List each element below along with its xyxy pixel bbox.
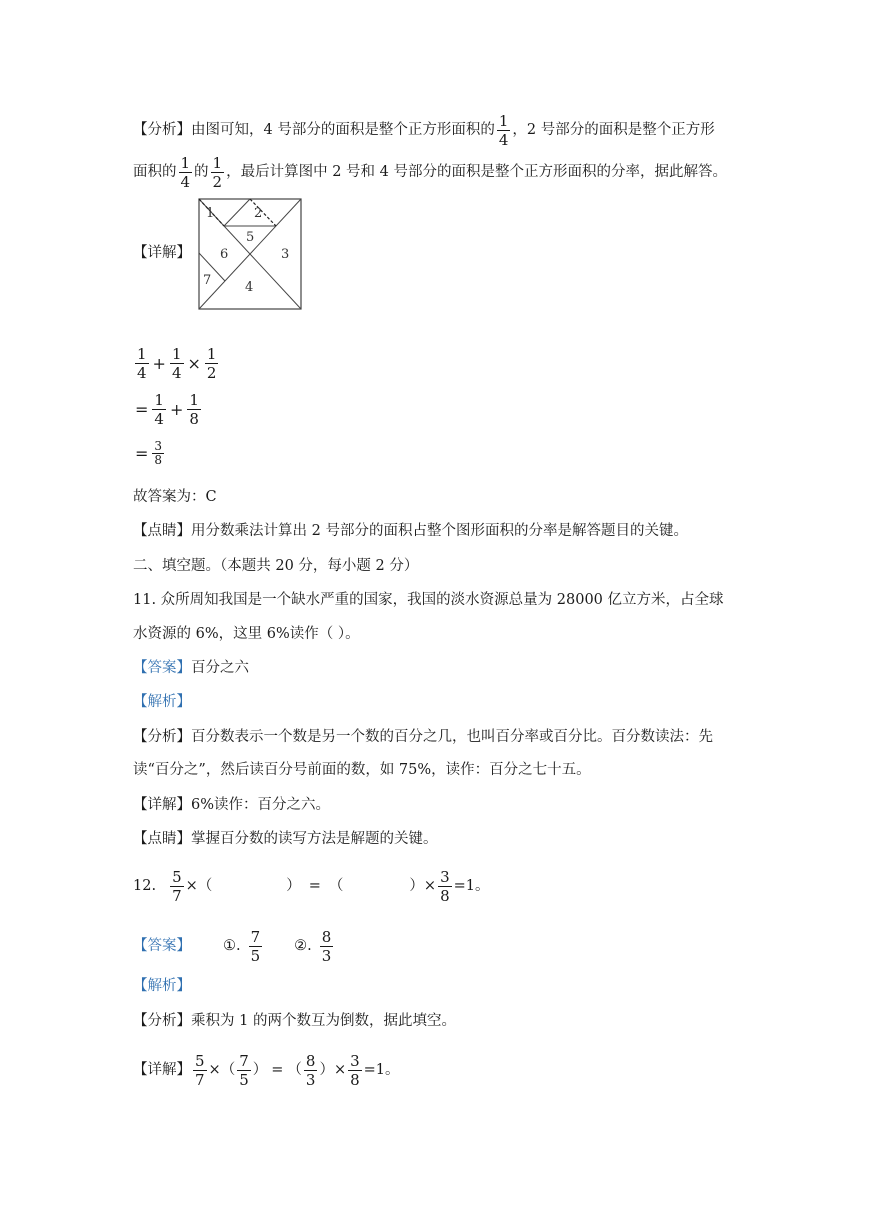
equals-sign: = — [135, 400, 149, 419]
blank-open: （ — [220, 1062, 236, 1078]
fraction-one-quarter: $\frac{1}{4}$ — [154, 391, 164, 428]
blank-close: ） — [319, 1062, 334, 1078]
answer-label: 【答案】 — [133, 660, 191, 676]
figure-label-3: 3 — [281, 247, 290, 262]
fraction-one-quarter: $\frac{1}{4}$ — [171, 345, 182, 382]
fraction-one-half: $\frac{1}{2}$ — [206, 345, 217, 382]
answer-line: 故答案为：C — [133, 489, 217, 505]
fraction-three-eighths: $\frac{3}{8}$ — [154, 439, 163, 467]
analysis-text: 的 — [194, 164, 209, 180]
q11-line-1: 11. 众所周知我国是一个缺水严重的国家，我国的淡水资源总量为 28000 亿立方米，占全球 — [133, 592, 724, 608]
comment-label: 【点睛】 — [133, 831, 191, 847]
detail-label: 【详解】 — [133, 245, 191, 261]
blank-open: （ — [287, 1062, 302, 1078]
q11-analysis-1 — [133, 727, 713, 747]
blank-close: ） — [286, 878, 301, 894]
comment-text: 掌握百分数的读写方法是解题的关键。 — [191, 831, 438, 847]
times-sign: × — [423, 878, 437, 894]
detail-text: 6%读作：百分之六。 — [191, 797, 331, 813]
fraction-three-eighths: $\frac{3}{8}$ — [350, 1051, 360, 1089]
analysis-text: 百分数表示一个数是另一个数的百分之几，也叫百分率或百分比。百分数读法：先 — [191, 729, 713, 745]
q11-analysis-2: 读“百分之”，然后读百分号前面的数，如 75%，读作：百分之七十五。 — [133, 762, 591, 778]
equals-one: =1 — [363, 1062, 386, 1078]
analysis-text: ，最后计算图中 2 号和 4 号部分的面积是整个正方形面积的分率，据此解答。 — [226, 164, 727, 180]
q11-detail — [133, 795, 330, 815]
q12-detail — [133, 1050, 400, 1090]
fraction-five-sevenths: $\frac{5}{7}$ — [172, 867, 182, 905]
blank-close: ） — [252, 1062, 268, 1078]
tangram-figure — [198, 198, 302, 310]
calc-line-1 — [133, 345, 220, 382]
equals-sign: = — [308, 878, 321, 894]
q11-answer — [133, 658, 249, 678]
figure-label-5: 5 — [246, 230, 255, 245]
fraction-one-eighth: $\frac{1}{8}$ — [189, 391, 199, 428]
analysis-text: 乘积为 1 的两个数互为倒数，据此填空。 — [191, 1013, 456, 1029]
blank-open: （ — [197, 878, 213, 894]
fraction-eight-thirds: $\frac{8}{3}$ — [321, 927, 332, 965]
analysis-line-1 — [133, 110, 715, 150]
analysis-text: 由图可知，4 号部分的面积是整个正方形面积的 — [191, 122, 495, 138]
fraction-one-quarter: $\frac{1}{4}$ — [498, 111, 509, 149]
fraction-one-quarter: $\frac{1}{4}$ — [137, 345, 147, 382]
q12-explain-label: 【解析】 — [133, 978, 191, 994]
answer-marker-2: ②. — [294, 938, 312, 954]
equals-sign: = — [135, 444, 149, 463]
times-sign: × — [185, 878, 198, 894]
times-sign: × — [208, 1062, 221, 1078]
blank-open: （ — [328, 878, 344, 894]
calc-line-3 — [133, 440, 166, 467]
q11-explain-label: 【解析】 — [133, 694, 191, 710]
equals-one: =1 — [453, 878, 475, 894]
section-heading: 二、填空题。（本题共 20 分，每小题 2 分） — [133, 558, 419, 574]
analysis-label: 【分析】 — [133, 729, 191, 745]
fraction-five-sevenths: $\frac{5}{7}$ — [195, 1051, 205, 1089]
comment-text: 用分数乘法计算出 2 号部分的面积占整个图形面积的分率是解答题目的关键。 — [191, 523, 688, 539]
analysis-label: 【分析】 — [133, 122, 191, 138]
fraction-one-half: $\frac{1}{2}$ — [212, 153, 223, 191]
q11-line-2: 水资源的 6%，这里 6%读作（ ）。 — [133, 626, 360, 642]
fraction-seven-fifths: $\frac{7}{5}$ — [239, 1051, 249, 1089]
figure-label-4: 4 — [245, 280, 254, 295]
fraction-seven-fifths: $\frac{7}{5}$ — [250, 927, 261, 965]
figure-label-1: 1 — [206, 206, 215, 221]
analysis-label: 【分析】 — [133, 1013, 191, 1029]
figure-label-6: 6 — [220, 247, 229, 262]
period: 。 — [475, 878, 490, 894]
question-number: 12. — [133, 878, 157, 894]
plus-sign: + — [152, 354, 166, 373]
analysis-line-2 — [133, 152, 727, 192]
times-sign: × — [187, 354, 201, 373]
q12-analysis — [133, 1011, 456, 1031]
plus-sign: + — [169, 400, 184, 419]
q12-answer — [133, 926, 335, 966]
q12-question — [133, 866, 490, 906]
analysis-text: 面积的 — [133, 164, 177, 180]
answer-marker-1: ①. — [223, 938, 241, 954]
calc-line-2 — [133, 391, 203, 428]
comment-label: 【点睛】 — [133, 523, 191, 539]
equals-sign: = — [271, 1062, 284, 1078]
fraction-eight-thirds: $\frac{8}{3}$ — [305, 1051, 316, 1089]
figure-label-7: 7 — [203, 273, 212, 288]
blank-close: ） — [409, 878, 424, 894]
answer-label: 【答案】 — [133, 938, 191, 954]
answer-text: 百分之六 — [191, 660, 249, 676]
comment-line — [133, 521, 688, 541]
period: 。 — [385, 1062, 400, 1078]
fraction-one-quarter: $\frac{1}{4}$ — [180, 153, 191, 191]
detail-label: 【详解】 — [133, 797, 191, 813]
q11-comment — [133, 829, 438, 849]
times-sign: × — [333, 1062, 347, 1078]
figure-label-2: 2 — [254, 206, 263, 221]
fraction-three-eighths: $\frac{3}{8}$ — [440, 867, 450, 905]
detail-label: 【详解】 — [133, 1062, 191, 1078]
analysis-text: ，2 号部分的面积是整个正方形 — [512, 122, 715, 138]
